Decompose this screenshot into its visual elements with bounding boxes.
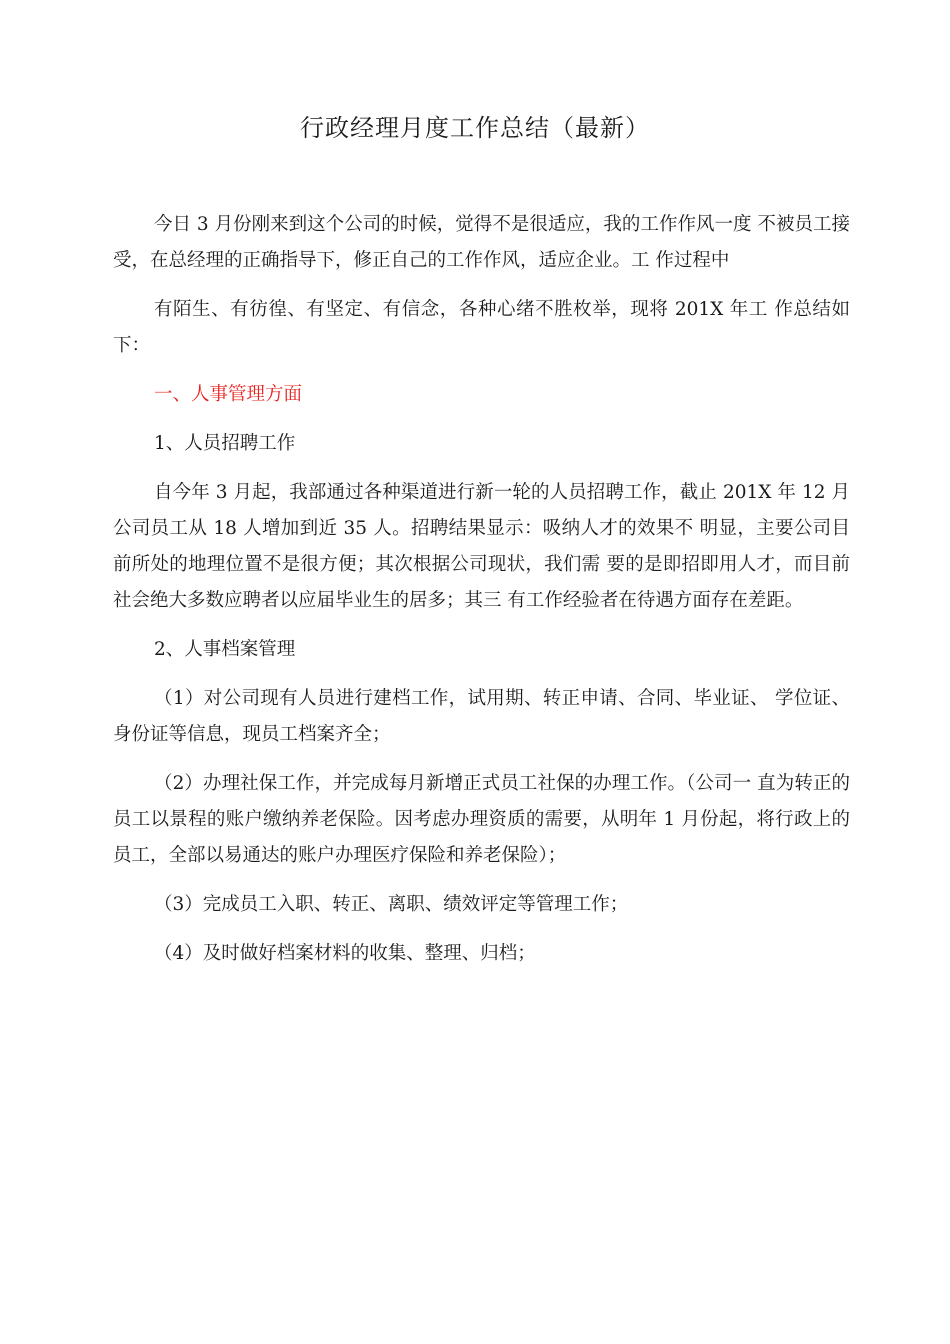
archives-item-3: （3）完成员工入职、转正、离职、绩效评定等管理工作；: [154, 894, 629, 915]
archives-item-4: （4）及时做好档案材料的收集、整理、归档；: [154, 943, 536, 964]
intro-paragraph-1: 今日 3 月份刚来到这个公司的时候，觉得不是很适应，我的工作作风一度 不被员工接受，在总经理的正确指导下，修正自己的工作作风，适应企业。工 作过程中: [113, 214, 850, 271]
subheading-recruitment: 1、人员招聘工作: [154, 433, 296, 454]
intro-paragraph-2: 有陌生、有彷徨、有坚定、有信念，各种心绪不胜枚举，现将 201X 年工 作总结如下：: [113, 299, 850, 356]
document-body: [113, 207, 850, 985]
document-title: 行政经理月度工作总结（最新）: [300, 114, 650, 142]
section-heading-personnel: 一、人事管理方面: [154, 384, 303, 405]
archives-item-2: （2）办理社保工作，并完成每月新增正式员工社保的办理工作。（公司一 直为转正的员工以景程的账户缴纳养老保险。因考虑办理资质的需要，从明年 1 月份起，将行政上的员工，全部以易通达的账户办理医疗保险和养老保险）；: [113, 773, 850, 866]
recruitment-paragraph: 自今年 3 月起，我部通过各种渠道进行新一轮的人员招聘工作，截止 201X 年 12 月公司员工从 18 人增加到近 35 人。招聘结果显示：吸纳人才的效果不 明显，主要公司目前所处的地理位置不是很方便；其次根据公司现状，我们需 要的是即招即用人才，而目前社会绝大多数应聘者以应届毕业生的居多；其三 有工作经验者在待遇方面存在差距。: [113, 482, 850, 611]
subheading-archives: 2、人事档案管理: [154, 639, 296, 660]
archives-item-1: （1）对公司现有人员进行建档工作，试用期、转正申请、合同、毕业证、 学位证、身份证等信息，现员工档案齐全；: [113, 688, 850, 745]
